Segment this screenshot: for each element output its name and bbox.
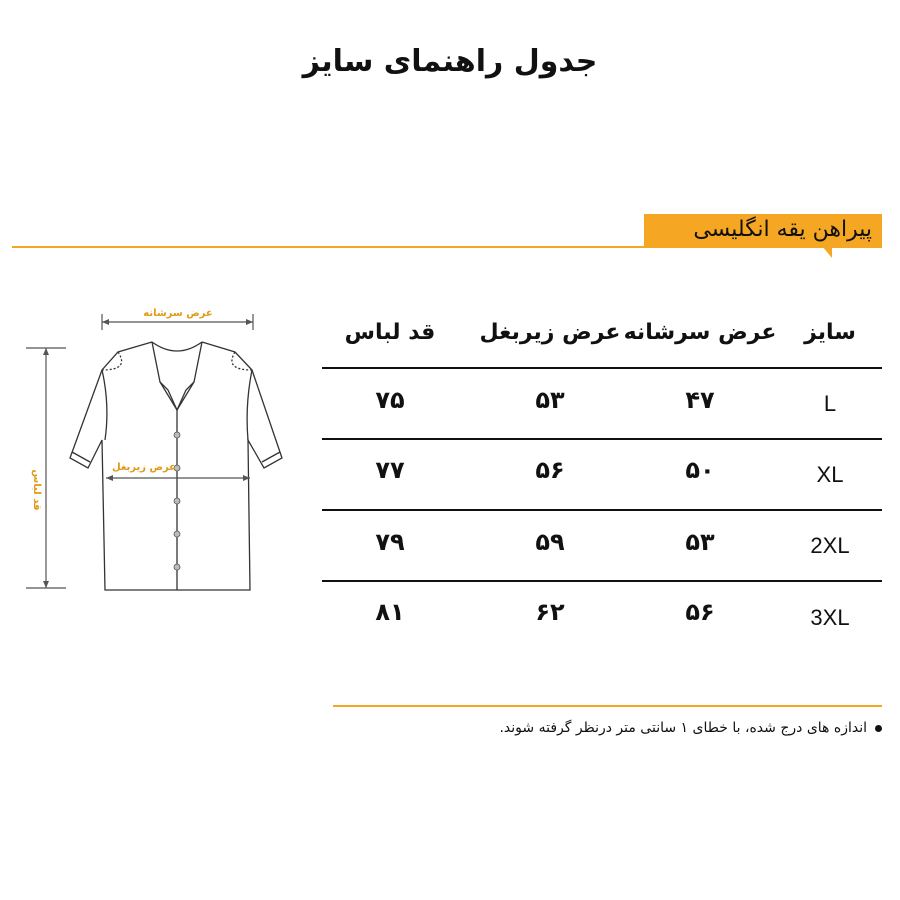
section-divider	[12, 246, 882, 248]
cell-shoulder: ۵۳	[685, 528, 715, 556]
cell-armpit: ۵۳	[535, 386, 565, 414]
shirt-diagram	[10, 290, 300, 610]
footnote-text: اندازه های درج شده، با خطای ۱ سانتی متر درنظر گرفته شوند.	[499, 720, 867, 736]
header-length: قد لباس	[344, 320, 436, 345]
cell-shoulder: ۵۰	[685, 456, 715, 484]
cell-size: XL	[816, 462, 844, 487]
table-divider	[322, 438, 882, 440]
cell-shoulder: ۵۶	[685, 598, 715, 626]
cell-shoulder: ۴۷	[685, 386, 715, 414]
cell-size: 3XL	[810, 605, 850, 630]
table-divider	[322, 509, 882, 511]
section-tab: پیراهن یقه انگلیسی	[644, 214, 882, 246]
table-divider	[322, 367, 882, 369]
cell-armpit: ۶۲	[535, 598, 565, 626]
header-size: سایز	[804, 320, 856, 345]
footer-divider	[333, 705, 882, 707]
cell-length: ۸۱	[375, 598, 405, 626]
armpit-width-label: عرض زیربغل	[111, 462, 177, 473]
header-shoulder-width: عرض سرشانه	[623, 320, 777, 345]
cell-length: ۷۹	[375, 528, 405, 556]
table-divider	[322, 580, 882, 582]
section-tab-notch	[822, 246, 832, 258]
page-title: جدول راهنمای سایز	[302, 44, 598, 79]
cell-length: ۷۵	[375, 386, 405, 414]
cell-armpit: ۵۶	[535, 456, 565, 484]
shoulder-width-label: عرض سرشانه	[143, 308, 213, 319]
cell-size: 2XL	[810, 533, 850, 558]
cell-size: L	[823, 391, 837, 416]
footnote	[282, 720, 882, 736]
cell-length: ۷۷	[375, 456, 405, 484]
length-label: قد لباس	[31, 469, 42, 511]
cell-armpit: ۵۹	[535, 528, 565, 556]
header-armpit-width: عرض زیربغل	[479, 320, 621, 345]
bullet-icon	[875, 725, 882, 732]
